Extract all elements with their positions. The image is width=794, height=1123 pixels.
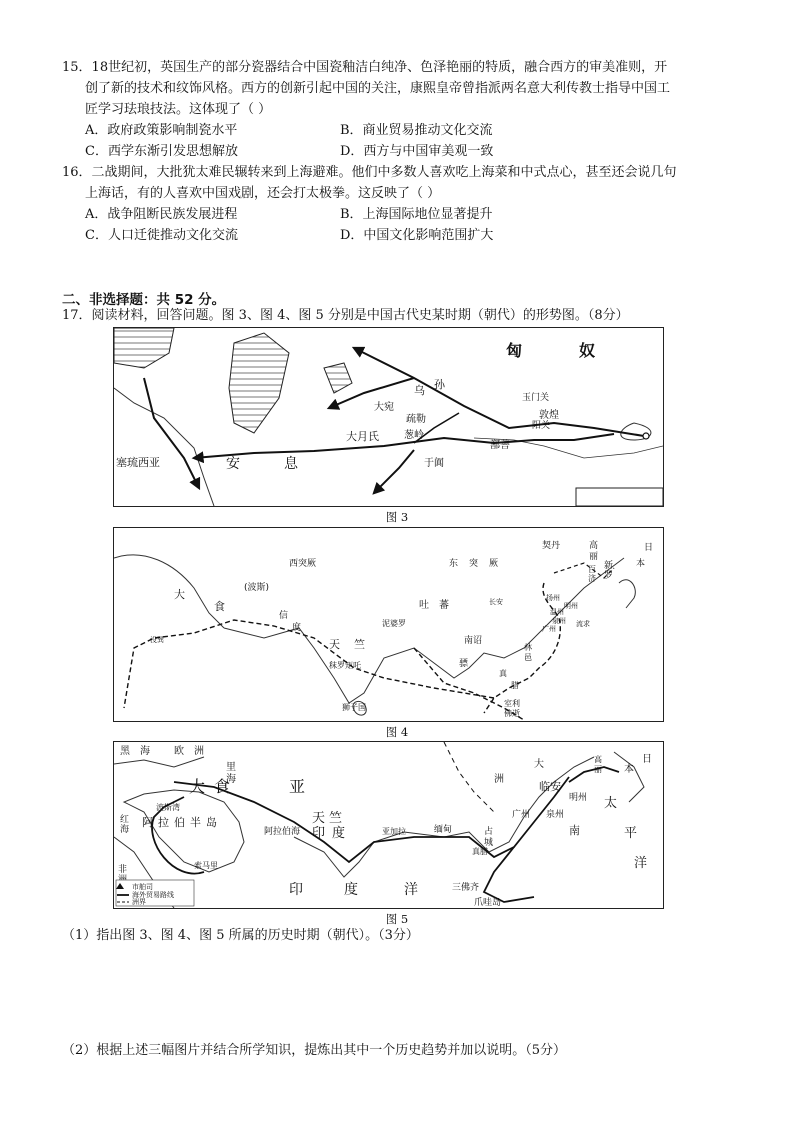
map4-label-zhenla-2: 腊 bbox=[511, 681, 519, 690]
map4-label-dashi-1: 大 bbox=[174, 588, 185, 601]
map-4-svg bbox=[114, 528, 663, 721]
map3-label-dayuezhi: 大月氏 bbox=[346, 430, 379, 443]
map5-coast-black-sea bbox=[114, 757, 204, 767]
map4-label-dongtujue-3: 厥 bbox=[489, 559, 499, 569]
map5-label-tianzhu-2: 竺 bbox=[329, 811, 343, 826]
map3-coast bbox=[114, 388, 214, 506]
map5-label-redsea-1: 红 bbox=[120, 815, 130, 825]
map5-continent-border bbox=[444, 742, 494, 812]
map5-label-indian-ocean-2: 度 bbox=[344, 882, 358, 898]
map5-label-pacific-1: 太 bbox=[604, 796, 618, 811]
map4-label-baiji-1: 百 bbox=[588, 565, 596, 574]
map5-label-dashi-1: 大 bbox=[189, 777, 206, 796]
map-3-svg bbox=[114, 328, 663, 506]
map5-label-gaoli-2: 丽 bbox=[594, 765, 602, 774]
map4-label-dongtujue-1: 东 bbox=[449, 559, 459, 569]
map4-label-gaoli-1: 高 bbox=[589, 541, 599, 551]
map5-label-arabian-sea: 阿拉伯海 bbox=[264, 827, 301, 837]
map4-coast-south bbox=[224, 558, 624, 703]
map5-label-arabia-5: 岛 bbox=[206, 816, 217, 829]
map4-label-guangzhou: 广州 bbox=[542, 625, 556, 633]
map5-label-sanfoqi: 三佛齐 bbox=[452, 883, 480, 893]
map5-label-persian-gulf: 波斯湾 bbox=[156, 803, 180, 812]
map5-route-main bbox=[174, 777, 569, 862]
map5-label-feizhou-1: 非 bbox=[118, 865, 128, 875]
q16-option-d: D．中国文化影响范围扩大 bbox=[340, 228, 494, 243]
section-heading: 二、非选择题：共 52 分。 bbox=[62, 292, 226, 308]
map4-label-mingzhou: 明州 bbox=[564, 602, 578, 610]
map5-label-arabia-2: 拉 bbox=[158, 816, 169, 829]
map5-legend-route: 海外贸易路线 bbox=[132, 891, 174, 899]
map5-label-ouzhou-1: 欧 bbox=[174, 746, 184, 757]
map3-route-india bbox=[374, 450, 414, 493]
map5-label-zhenla: 真腊 bbox=[472, 847, 488, 856]
map4-label-moluojuzha: 秣罗矩吒 bbox=[329, 661, 361, 670]
q16-option-a: A．战争阻断民族发展进程 bbox=[85, 207, 238, 222]
map5-label-arabia-4: 半 bbox=[190, 816, 201, 829]
map3-label-shanshan: 鄯善 bbox=[490, 440, 510, 451]
map3-label-anxi-2: 息 bbox=[284, 456, 298, 472]
map3-label-congling: 葱岭 bbox=[404, 430, 424, 441]
map5-label-dazhou-1: 大 bbox=[534, 759, 544, 770]
map4-label-xindu-1: 信 bbox=[279, 611, 289, 621]
map3-label-wusun-1: 乌 bbox=[414, 384, 425, 397]
q16-option-c: C．人口迁徙推动文化交流 bbox=[85, 228, 238, 243]
map4-label-shiziguo: 狮子国 bbox=[342, 703, 366, 712]
map4-label-linyi-2: 邑 bbox=[524, 653, 532, 662]
map4-label-nipoluo: 泥婆罗 bbox=[382, 619, 406, 628]
map5-label-pacific-2: 平 bbox=[624, 826, 638, 841]
map4-label-yangzhou: 扬州 bbox=[546, 594, 560, 602]
map5-label-somalia: 索马里 bbox=[194, 861, 218, 870]
map4-label-bosi: (波斯) bbox=[244, 583, 270, 593]
map4-label-linyi-1: 林 bbox=[524, 643, 532, 652]
map-4-caption: 图 4 bbox=[385, 725, 409, 739]
map-5-caption: 图 5 bbox=[385, 912, 409, 926]
map4-japan bbox=[619, 580, 635, 608]
q16-option-b: B．上海国际地位显著提升 bbox=[340, 207, 493, 222]
map5-legend-border: 洲界 bbox=[132, 898, 146, 906]
map5-label-heihai-2: 海 bbox=[140, 746, 150, 757]
map3-label-yumenguan: 玉门关 bbox=[522, 393, 550, 403]
map5-label-mingzhou: 明州 bbox=[569, 793, 588, 803]
map5-label-india-1: 印 bbox=[312, 826, 326, 841]
map4-label-riben-2: 日 bbox=[644, 543, 654, 553]
map5-label-zhancheng-2: 城 bbox=[484, 838, 494, 848]
map4-label-changan: 长安 bbox=[489, 598, 503, 606]
map4-label-xitujue: 西突厥 bbox=[289, 559, 317, 569]
map4-label-nanzhao: 南诏 bbox=[464, 636, 483, 646]
map5-label-quanzhou: 泉州 bbox=[546, 810, 565, 820]
map4-label-shilifoshi-2: 佛逝 bbox=[504, 709, 520, 718]
map3-label-dawan: 大宛 bbox=[374, 402, 394, 413]
map4-label-tianzhu-2: 竺 bbox=[354, 638, 365, 651]
map-3-caption: 图 3 bbox=[385, 510, 409, 524]
map4-label-quanzhou: 泉州 bbox=[552, 617, 566, 625]
map3-route-north bbox=[354, 348, 644, 436]
map5-label-arabia-3: 伯 bbox=[174, 816, 185, 829]
q17-sub1: （1）指出图 3、图 4、图 5 所属的历史时期（朝代）。（3分） bbox=[62, 928, 419, 943]
q15-option-b: B．商业贸易推动文化交流 bbox=[340, 123, 493, 138]
q15-line1: 15．18世纪初，英国生产的部分瓷器结合中国瓷釉洁白纯净、色泽艳丽的特质，融合西方的审美准则，开 bbox=[62, 60, 668, 75]
map5-label-arabia-1: 阿 bbox=[142, 816, 153, 829]
map3-label-wusun-2: 孙 bbox=[434, 378, 445, 391]
map5-label-dashi-2: 食 bbox=[214, 777, 231, 796]
map4-label-tubo-2: 蕃 bbox=[439, 600, 449, 611]
map5-label-ya: 亚 bbox=[289, 777, 306, 796]
map5-legend bbox=[116, 880, 194, 906]
map4-label-dashi-2: 食 bbox=[214, 600, 225, 613]
map4-sea-route-west bbox=[124, 620, 494, 708]
map4-label-tubo-1: 吐 bbox=[419, 600, 429, 611]
map5-label-heihai-1: 黑 bbox=[120, 746, 130, 757]
map4-label-shilifoshi-1: 室利 bbox=[504, 699, 520, 708]
q16-line2: 上海话，有的人喜欢中国戏剧，还会打太极拳。这反映了（ ） bbox=[85, 186, 441, 201]
map3-label-yangguan: 阳关 bbox=[532, 421, 551, 431]
map5-japan bbox=[614, 752, 644, 802]
q15-line2: 创了新的技术和纹饰风格。西方的创新引起中国的关注，康熙皇帝曾指派两名意大利传教士指导中国工 bbox=[85, 81, 671, 96]
map5-label-burma: 缅甸 bbox=[434, 825, 453, 835]
map4-label-wenzhou: 温州 bbox=[550, 608, 564, 616]
map3-changan-marker bbox=[643, 433, 649, 439]
map5-label-lihai-2: 海 bbox=[226, 774, 236, 785]
map5-label-gaoli-1: 高 bbox=[594, 755, 602, 764]
map4-label-qidan: 契丹 bbox=[542, 541, 561, 551]
map5-label-indian-ocean-1: 印 bbox=[289, 882, 303, 898]
map5-label-dazhou-2: 洲 bbox=[494, 774, 504, 785]
q15-line3: 匠学习珐琅技法。这体现了（ ） bbox=[85, 102, 272, 117]
map5-label-lihai-1: 里 bbox=[226, 762, 236, 773]
map3-aral bbox=[324, 363, 352, 393]
map3-inset bbox=[576, 488, 663, 506]
map3-label-anxi-1: 安 bbox=[226, 456, 240, 472]
q17-intro: 17．阅读材料，回答问题。图 3、图 4、图 5 分别是中国古代史某时期（朝代）的形势图。（8分） bbox=[62, 308, 629, 323]
map5-label-guangzhou: 广州 bbox=[512, 810, 531, 820]
map5-label-ouzhou-2: 洲 bbox=[194, 746, 204, 757]
map4-label-zhenla-1: 真 bbox=[499, 669, 507, 678]
map5-label-redsea-2: 海 bbox=[120, 825, 130, 835]
map-figure-4 bbox=[113, 527, 664, 722]
map5-label-pacific-3: 洋 bbox=[634, 856, 648, 871]
map3-label-seleucia: 塞琉西亚 bbox=[116, 456, 160, 469]
q15-option-a: A．政府政策影响制瓷水平 bbox=[85, 123, 238, 138]
q15-option-c: C．西学东渐引发思想解放 bbox=[85, 144, 238, 159]
map4-label-piao: 骠 bbox=[459, 659, 469, 669]
map4-label-moxun: 没巽 bbox=[150, 636, 164, 644]
map-figure-5 bbox=[113, 741, 664, 909]
map5-label-india-2: 度 bbox=[332, 826, 346, 841]
map4-label-dongtujue-2: 突 bbox=[469, 559, 479, 569]
map3-label-yutian: 于阗 bbox=[424, 458, 444, 469]
map4-label-baiji-2: 济 bbox=[588, 574, 596, 583]
map3-route-west bbox=[144, 378, 199, 488]
map5-label-riben-2: 本 bbox=[624, 764, 634, 775]
map5-label-nan: 南 bbox=[569, 824, 580, 837]
map5-label-zhancheng-1: 占 bbox=[484, 827, 494, 837]
map3-label-xiongnu-2: 奴 bbox=[579, 341, 596, 360]
map4-label-xindu-2: 度 bbox=[292, 623, 302, 633]
map5-legend-shibosi: 市舶司 bbox=[132, 883, 153, 891]
map3-label-xiongnu-1: 匈 bbox=[506, 341, 523, 360]
q15-option-d: D．西方与中国审美观一致 bbox=[340, 144, 494, 159]
map5-label-tianzhu-1: 天 bbox=[312, 811, 326, 826]
map4-label-riben-1: 本 bbox=[636, 559, 646, 569]
map5-label-bengal: 亚加拉 bbox=[382, 827, 406, 836]
map5-label-indian-ocean-3: 洋 bbox=[404, 882, 418, 898]
map5-label-linan: 临安 bbox=[539, 780, 561, 793]
map5-arabia bbox=[124, 790, 244, 872]
map3-caspian bbox=[229, 333, 289, 433]
q16-line1: 16．二战期间，大批犹太难民辗转来到上海避难。他们中多数人喜欢吃上海菜和中式点心，甚至还会说几句 bbox=[62, 165, 677, 180]
q17-sub2: （2）根据上述三幅图片并结合所学知识，提炼出其中一个历史趋势并加以说明。（5分） bbox=[62, 1043, 567, 1058]
map4-label-gaoli-2: 丽 bbox=[589, 552, 599, 562]
map3-label-shule: 疏勒 bbox=[406, 414, 426, 425]
map3-sea-1 bbox=[114, 328, 174, 368]
map4-label-tianzhu-1: 天 bbox=[329, 638, 340, 651]
map-5-svg bbox=[114, 742, 663, 908]
map-figure-3 bbox=[113, 327, 664, 507]
map4-label-liuqiu: 流求 bbox=[576, 620, 590, 628]
map4-coast-west bbox=[114, 555, 224, 628]
map5-label-riben-1: 日 bbox=[642, 754, 652, 765]
map4-label-xinluo-2: 罗 bbox=[604, 571, 614, 581]
map3-label-dunhuang: 敦煌 bbox=[539, 410, 559, 421]
map4-label-xinluo-1: 新 bbox=[604, 561, 614, 571]
map5-label-java: 爪哇岛 bbox=[474, 898, 502, 908]
